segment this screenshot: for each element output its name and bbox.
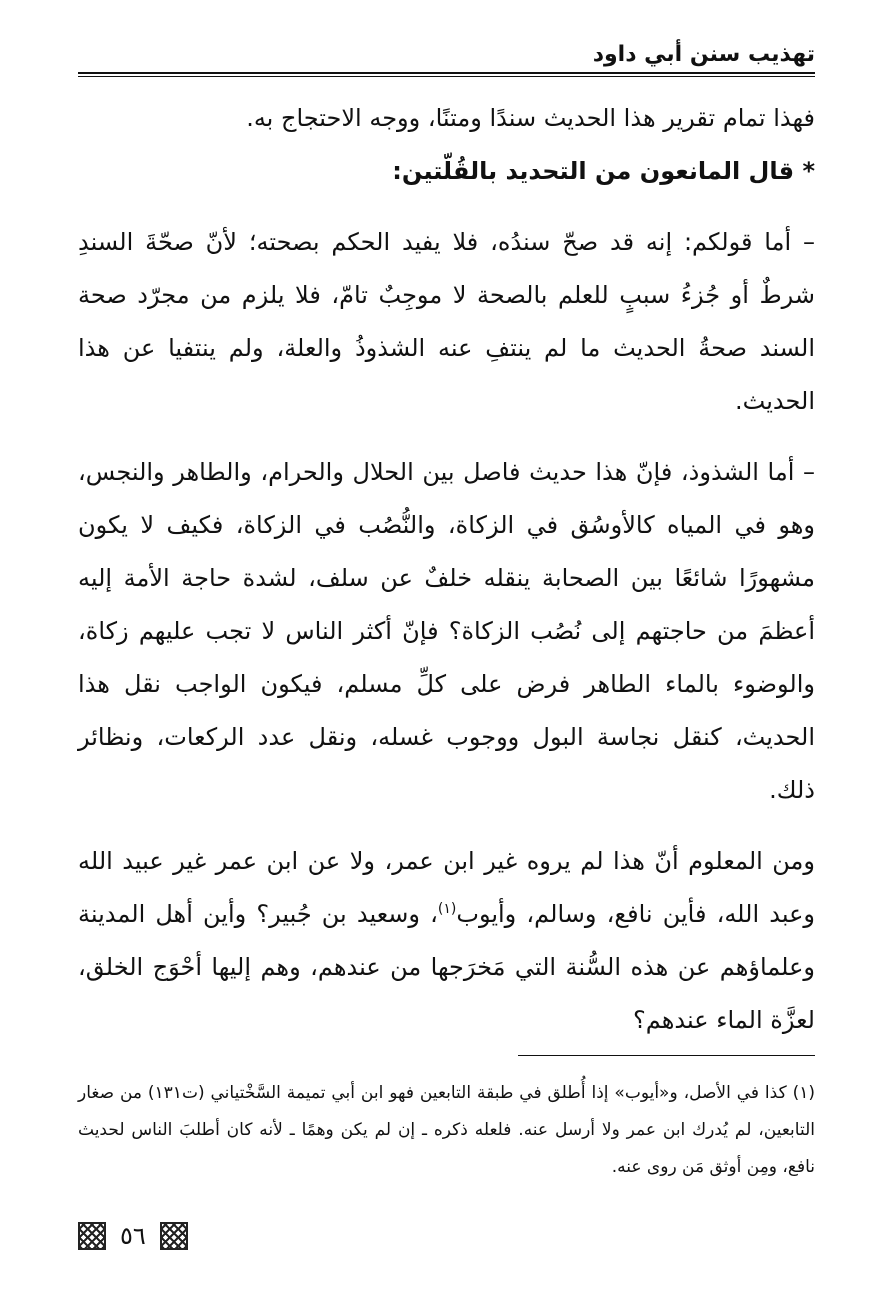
main-text [78,92,815,1047]
footnotes [78,1075,815,1186]
paragraph-4 [78,835,815,1047]
section-heading: * قال المانعون من التحديد بالقُلّتين: [392,157,815,185]
header-rule-thin [78,76,815,77]
footnote-1: (١) كذا في الأصل، و«أيوب» إذا أُطلق في طبقة التابعين فهو ابن أبي تميمة السَّخْتياني (ت١٣١) من صغار التابعين، لم يُدرك ابن عمر ولا أرسل عنه. فلعله ذكره ـ إن لم يكن وهمًا ـ لأنه كان أطلبَ الناس لحديث نافع، ومِن أوثق مَن روى عنه. [78,1083,815,1177]
paragraph-4-start: ومن المعلوم أنّ هذا لم يروه غير ابن عمر، ولا عن ابن عمر غير عبيد الله وعبد الله، فأين نافع، وسالم، وأيوب [78,847,815,928]
header-rule [78,72,815,74]
paragraph-3: – أما الشذوذ، فإنّ هذا حديث فاصل بين الحلال والحرام، والطاهر والنجس، وهو في المياه كالأوسُق في الزكاة، والنُّصُب في الزكاة، فكيف لا يكون مشهورًا شائعًا بين الصحابة ينقله خلفٌ عن سلف، لشدة حاجة الأمة إليه أعظمَ من حاجتهم إلى نُصُب الزكاة؟ فإنّ أكثر الناس لا تجب عليهم زكاة، والوضوء بالماء الطاهر فرض على كلِّ مسلم، فيكون الواجب نقل هذا الحديث، كنقل نجاسة البول ووجوب غسله، ونقل عدد الركعات، ونظائر ذلك. [78,458,815,804]
footnote-separator [518,1055,815,1056]
running-title: تهذيب سنن أبي داود [592,42,815,67]
running-header [78,38,815,74]
geometric-ornament-icon [160,1222,188,1250]
page-number: ٥٦ [120,1222,146,1250]
geometric-ornament-icon [78,1222,106,1250]
page-folio [78,1220,188,1252]
footnote-marker[interactable]: (١) [437,901,457,917]
paragraph-2: – أما قولكم: إنه قد صحّ سندُه، فلا يفيد الحكم بصحته؛ لأنّ صحّةَ السندِ شرطٌ أو جُزءُ سببٍ للعلم بالصحة لا موجِبٌ تامّ، فلا يلزم من مجرّد صحة السند صحةُ الحديث ما لم ينتفِ عنه الشذوذُ والعلة، ولم ينتفيا عن هذا الحديث. [78,228,815,415]
paragraph-1: فهذا تمام تقرير هذا الحديث سندًا ومتنًا، ووجه الاحتجاج به. [246,104,815,132]
paragraph-4-end: ، وسعيد بن جُبير؟ وأين أهل المدينة وعلماؤهم عن هذه السُّنة التي مَخرَجها من عندهم، وهم إليها أحْوَج الخلق، لعزَّة الماء عندهم؟ [78,900,815,1034]
